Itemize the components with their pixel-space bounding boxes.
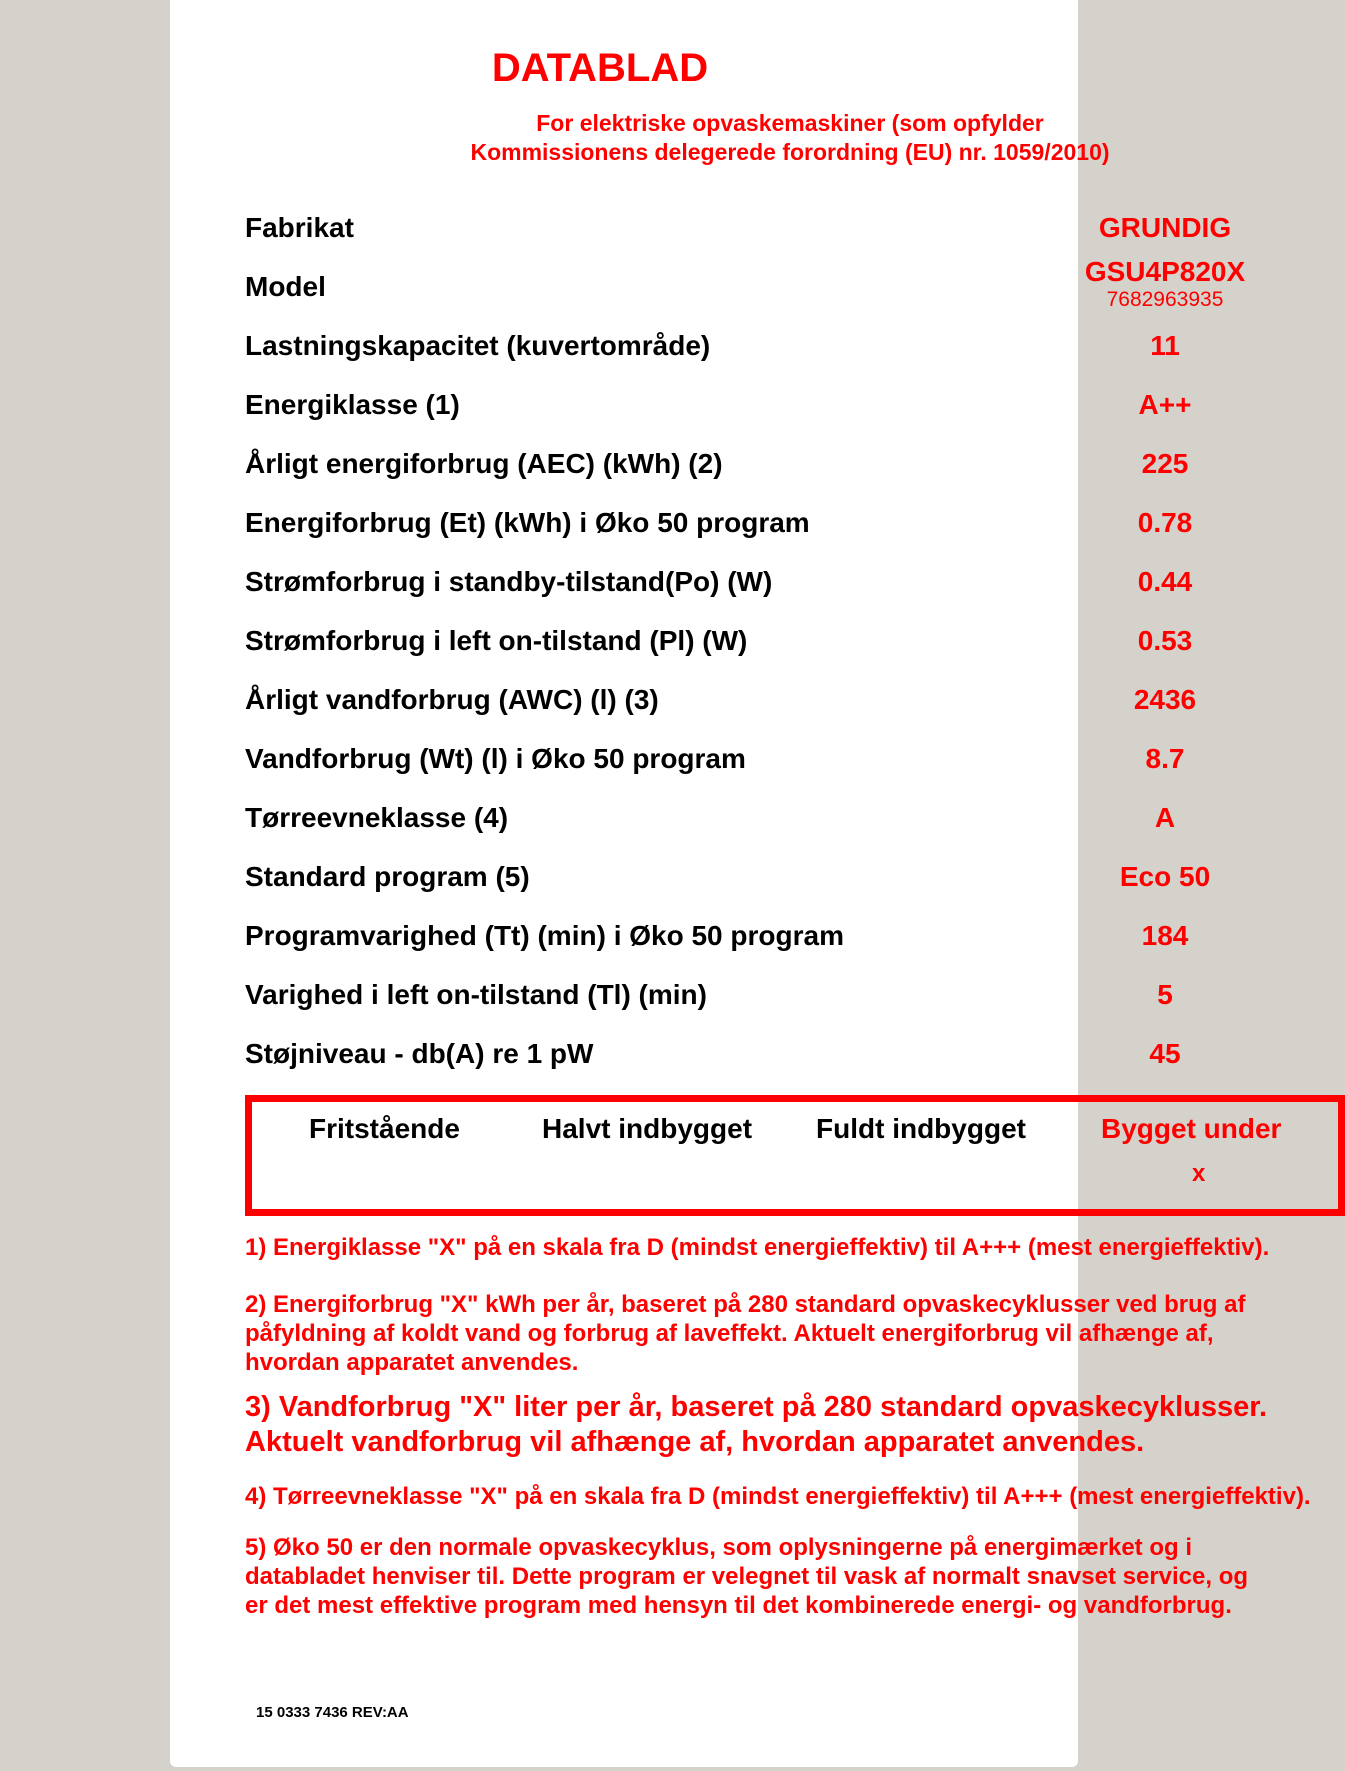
install-option-freestanding: Fritstående <box>309 1113 460 1144</box>
note-3-line-2: Aktuelt vandforbrug vil afhænge af, hvordan apparatet anvendes. <box>245 1426 1145 1458</box>
spec-value-annual-energy: 225 <box>1141 448 1189 479</box>
note-1: 1) Energiklasse "X" på en skala fra D (mindst energieffektiv) til A+++ (mest energieffektiv). <box>245 1234 1270 1261</box>
spec-value-standard-program: Eco 50 <box>1119 861 1211 892</box>
spec-value-capacity: 11 <box>1150 330 1180 361</box>
spec-value-noise-level: 45 <box>1149 1038 1181 1069</box>
note-5-line-1: 5) Øko 50 er den normale opvaskecyklus, som oplysningerne på energimærket og i <box>245 1534 1192 1561</box>
note-2-line-2: påfyldning af koldt vand og forbrug af laveffekt. Aktuelt energiforbrug vil afhænge af, <box>245 1320 1214 1347</box>
note-4: 4) Tørreevneklasse "X" på en skala fra D (mindst energieffektiv) til A+++ (mest energieffektiv). <box>245 1483 1311 1510</box>
spec-value-left-on-power: 0.53 <box>1137 625 1193 656</box>
subtitle-line-2: Kommissionens delegerede forordning (EU) nr. 1059/2010) <box>470 139 1110 165</box>
install-selected-mark: x <box>1192 1160 1206 1187</box>
install-option-semi-integrated: Halvt indbygget <box>542 1113 753 1144</box>
spec-value-annual-water: 2436 <box>1133 684 1197 715</box>
spec-value-program-water: 8.7 <box>1145 743 1185 774</box>
spec-label-energy-class: Energiklasse (1) <box>245 389 460 420</box>
note-2-line-1: 2) Energiforbrug "X" kWh per år, baseret på 280 standard opvaskecyklusser ved brug af <box>245 1291 1246 1318</box>
note-3-line-1: 3) Vandforbrug "X" liter per år, baseret på 280 standard opvaskecyklusser. <box>245 1391 1267 1423</box>
spec-label-annual-energy: Årligt energiforbrug (AEC) (kWh) (2) <box>245 448 723 479</box>
spec-value-drying-class: A <box>1154 802 1176 833</box>
spec-value-left-on-duration: 5 <box>1157 979 1173 1010</box>
spec-value-model-number: 7682963935 <box>1106 288 1224 311</box>
spec-label-program-duration: Programvarighed (Tt) (min) i Øko 50 program <box>245 920 844 951</box>
install-option-fully-integrated: Fuldt indbygget <box>816 1113 1026 1144</box>
install-option-built-under: Bygget under <box>1101 1113 1282 1144</box>
subtitle-line-1: For elektriske opvaskemaskiner (som opfylder <box>536 110 1044 136</box>
page-title: DATABLAD <box>491 46 709 90</box>
note-5-line-3: er det mest effektive program med hensyn til det kombinerede energi- og vandforbrug. <box>245 1592 1232 1619</box>
spec-label-left-on-duration: Varighed i left on-tilstand (Tl) (min) <box>245 979 707 1010</box>
spec-label-drying-class: Tørreevneklasse (4) <box>245 802 509 833</box>
spec-label-noise-level: Støjniveau - db(A) re 1 pW <box>245 1038 594 1069</box>
spec-label-model: Model <box>245 271 326 302</box>
spec-label-annual-water: Årligt vandforbrug (AWC) (l) (3) <box>245 684 659 715</box>
spec-label-program-energy: Energiforbrug (Et) (kWh) i Øko 50 program <box>245 507 810 538</box>
note-5-line-2: databladet henviser til. Dette program er velegnet til vask af normalt snavset service, og <box>245 1563 1249 1590</box>
spec-value-standby-power: 0.44 <box>1137 566 1193 597</box>
spec-value-model: GSU4P820X <box>1084 256 1246 287</box>
spec-value-program-energy: 0.78 <box>1137 507 1193 538</box>
spec-label-program-water: Vandforbrug (Wt) (l) i Øko 50 program <box>245 743 746 774</box>
document-code: 15 0333 7436 REV:AA <box>256 1704 409 1721</box>
spec-value-energy-class: A++ <box>1138 389 1192 420</box>
spec-value-manufacturer: GRUNDIG <box>1098 212 1232 243</box>
spec-label-capacity: Lastningskapacitet (kuvertområde) <box>245 330 711 361</box>
spec-label-manufacturer: Fabrikat <box>245 212 354 243</box>
note-2-line-3: hvordan apparatet anvendes. <box>245 1349 579 1376</box>
spec-label-left-on-power: Strømforbrug i left on-tilstand (Pl) (W) <box>245 625 748 656</box>
spec-value-program-duration: 184 <box>1141 920 1189 951</box>
spec-label-standby-power: Strømforbrug i standby-tilstand(Po) (W) <box>245 566 773 597</box>
spec-label-standard-program: Standard program (5) <box>245 861 530 892</box>
